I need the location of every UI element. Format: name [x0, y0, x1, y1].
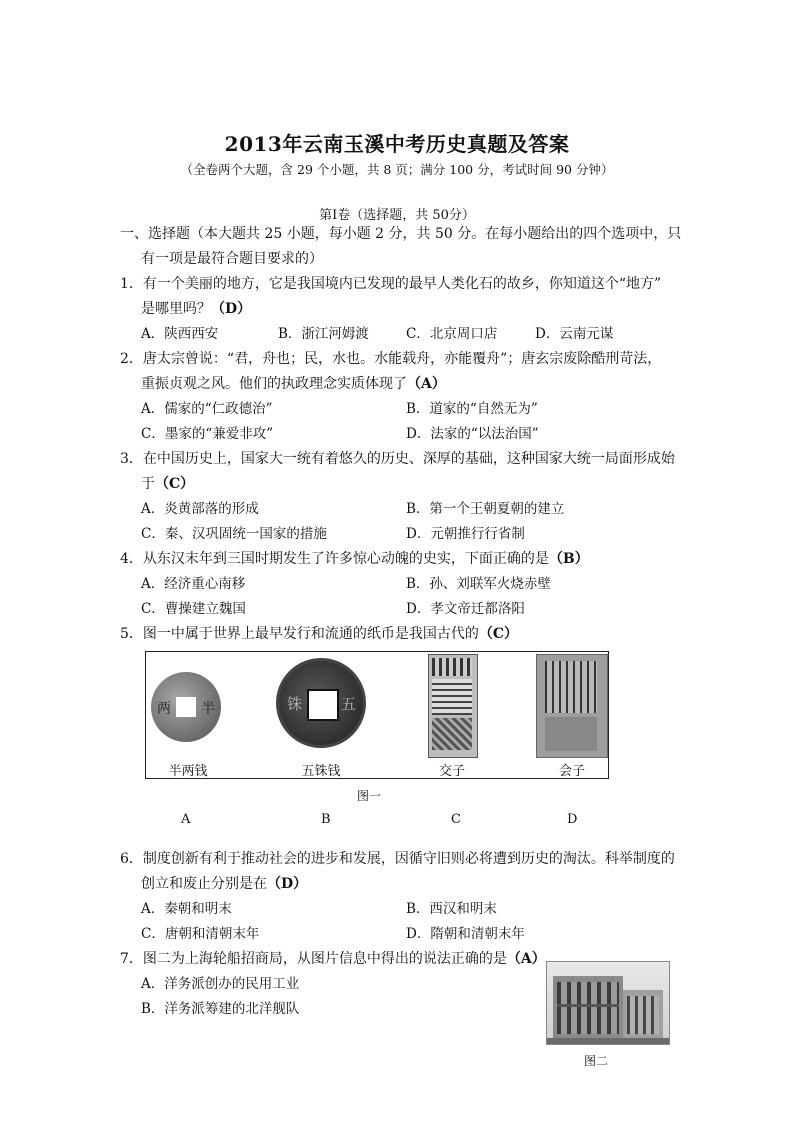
- q5-stem-line1: [120, 625, 518, 643]
- q6-option-a: A．秦朝和明末: [141, 901, 232, 917]
- figure-1-label: 图一: [357, 789, 382, 803]
- coin-glyph-right: 半: [201, 701, 215, 717]
- q1-stem-line2: [141, 300, 251, 318]
- q2-stem-line1: 2．唐太宗曾说：“君，舟也；民，水也。水能载舟，亦能覆舟”；唐玄宗废除酷刑苛法，: [120, 351, 662, 367]
- wuzhu-coin-image: [276, 658, 366, 748]
- q3-option-b: B．第一个王朝夏朝的建立: [406, 501, 565, 517]
- figure-letter-a: A: [181, 812, 191, 827]
- q7-option-b: B．洋务派筹建的北洋舰队: [141, 1001, 300, 1017]
- q1-stem-text: 是哪里吗？: [141, 301, 211, 317]
- banliang-coin-image: [151, 672, 221, 742]
- q2-option-d: D．法家的“以法治国”: [406, 426, 539, 442]
- q3-option-c: C．秦、汉巩固统一国家的措施: [141, 526, 327, 542]
- q1-stem-line1: 1．有一个美丽的地方，它是我国境内已发现的最早人类化石的故乡，你知道这个“地方”: [120, 276, 662, 292]
- q3-option-d: D．元朝推行行省制: [406, 526, 525, 542]
- q2-stem-line2: [141, 375, 446, 393]
- page-title: 2013年云南玉溪中考历史真题及答案: [224, 132, 570, 156]
- q6-option-c: C．唐朝和清朝末年: [141, 926, 260, 942]
- q5-stem-text: 5．图一中属于世界上最早发行和流通的纸币是我国古代的: [120, 626, 479, 642]
- jiaozi-note-image: [428, 654, 478, 758]
- figure-letter-b: B: [321, 812, 331, 827]
- q3-stem-line2: [141, 475, 194, 493]
- instructions-line1: 一、选择题（本大题共 25 小题，每小题 2 分，共 50 分。在每小题给出的四个选项中，只: [120, 226, 682, 242]
- q7-stem-line1: [120, 950, 546, 968]
- q2-answer: （A）: [407, 376, 446, 392]
- q4-answer: （B）: [548, 551, 589, 567]
- q1-option-b: B．浙江河姆渡: [278, 326, 369, 342]
- caption-banliang: 半两钱: [168, 764, 208, 779]
- merchants-building-photo: [546, 961, 670, 1045]
- q7-option-a: A．洋务派创办的民用工业: [141, 976, 300, 992]
- caption-wuzhu: 五铢钱: [301, 764, 341, 779]
- q4-option-a: A．经济重心南移: [141, 576, 246, 592]
- q6-stem-line1: 6．制度创新有利于推动社会的进步和发展，因循守旧则必将遭到历史的淘汰。科举制度的: [120, 851, 675, 867]
- caption-jiaozi: 交子: [438, 764, 465, 779]
- q2-option-c: C．墨家的“兼爱非攻”: [141, 426, 274, 442]
- q6-stem-text: 创立和废止分别是在: [141, 876, 267, 892]
- figure-letter-d: D: [567, 812, 578, 827]
- coin-glyph-left: 两: [157, 701, 171, 717]
- figure-1-box: [145, 651, 609, 779]
- q1-answer: （D）: [211, 301, 252, 317]
- q4-option-b: B．孙、刘联军火烧赤壁: [406, 576, 551, 592]
- instructions-line2: 有一项是最符合题目要求的）: [141, 251, 323, 267]
- section-title: 第Ⅰ卷（选择题，共 50分）: [319, 208, 475, 223]
- q6-option-d: D．隋朝和清朝末年: [406, 926, 525, 942]
- coin-square-hole: [176, 697, 196, 717]
- q7-answer: （A）: [506, 951, 546, 967]
- q4-option-d: D．孝文帝迁都洛阳: [406, 601, 525, 617]
- q6-stem-line2: [141, 875, 307, 893]
- q3-answer: （C）: [155, 476, 195, 492]
- q6-option-b: B．西汉和明末: [406, 901, 497, 917]
- q1-option-a: A．陕西西安: [141, 326, 219, 342]
- q1-option-c: C．北京周口店: [406, 326, 498, 342]
- figure-letter-c: C: [451, 812, 461, 827]
- coin-glyph-right: 五: [341, 695, 357, 713]
- q7-stem-text: 7．图二为上海轮船招商局，从图片信息中得出的说法正确的是: [120, 951, 507, 967]
- coin-glyph-left: 铢: [287, 695, 303, 713]
- q2-option-b: B．道家的“自然无为”: [406, 401, 538, 417]
- figure-2-label: 图二: [584, 1054, 609, 1068]
- exam-info: （全卷两个大题，含 29 个小题，共 8 页；满分 100 分，考试时间 90 分钟）: [180, 162, 614, 177]
- q2-option-a: A．儒家的“仁政德治”: [141, 401, 273, 417]
- q3-stem-line1: 3．在中国历史上，国家大一统有着悠久的历史、深厚的基础，这种国家大统一局面形成始: [120, 451, 675, 467]
- huizi-note-image: [536, 654, 608, 758]
- q4-option-c: C．曹操建立魏国: [141, 601, 246, 617]
- q3-stem-text: 于: [141, 476, 155, 492]
- caption-huizi: 会子: [558, 764, 585, 779]
- q5-answer: （C）: [478, 626, 519, 642]
- q1-option-d: D．云南元谋: [535, 326, 614, 342]
- q2-stem-text: 重振贞观之风。他们的执政理念实质体现了: [141, 376, 407, 392]
- coin-square-hole: [307, 689, 339, 721]
- q4-stem-line1: [120, 550, 589, 568]
- q6-answer: （D）: [267, 876, 308, 892]
- q4-stem-text: 4．从东汉末年到三国时期发生了许多惊心动魄的史实，下面正确的是: [120, 551, 549, 567]
- q3-option-a: A．炎黄部落的形成: [141, 501, 259, 517]
